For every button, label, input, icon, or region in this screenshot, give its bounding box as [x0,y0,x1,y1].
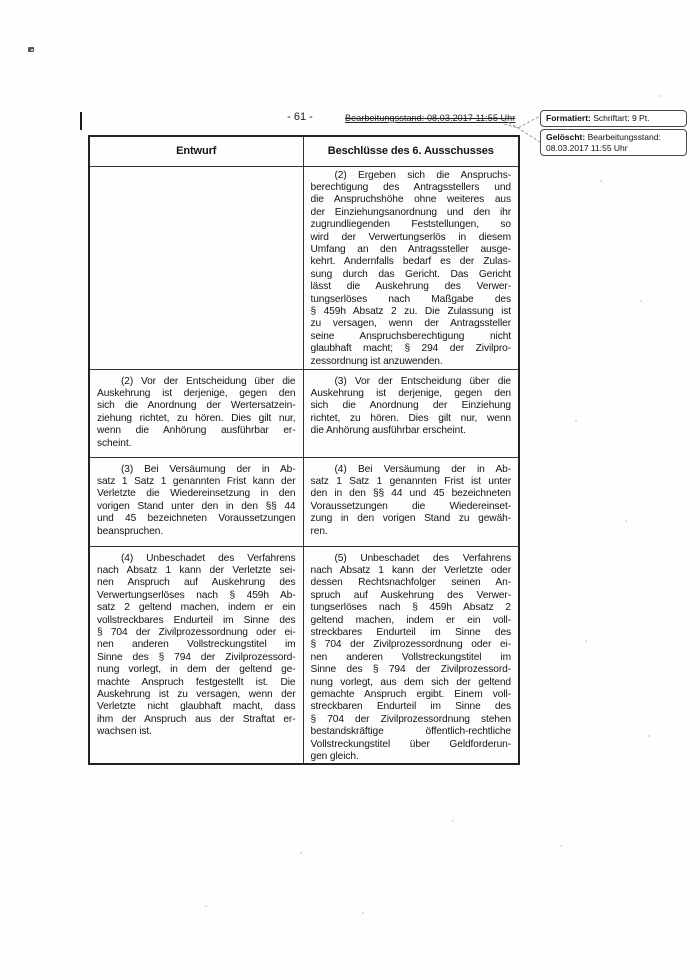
balloon-label: Formatiert: [546,113,591,123]
deleted-header-text: Bearbeitungsstand: 08.03.2017 11:55 Uhr [345,113,516,123]
comparison-table [88,135,520,765]
table-row [89,457,519,546]
cell-beschluss-row4: (5) Unbeschadet des Verfahrens nach Absatz 1 kann der Verletzte oder dessen Rechtsnachfolger seinen An- spruch auf Auskehrung des Verwer- tungserlöses nach § 459h Absatz 2 geltend machen, indem er ein voll- streckbares Endurteil im Sinne des § 704 der Zivilprozessordnung oder ei- nen anderen Vollstreckungstitel im Sinne des § 794 der Zivilprozessord- nung vorlegt, aus dem sich der geltend gemachte Anspruch ergibt. Einem voll- streckbaren Endurteil im Sinne des § 704 der Zivilprozessordnung stehen bestandskräftige öffentlich-rechtliche Vollstreckungstitel über Geldforderun- gen gleich. [303,546,519,764]
table-row [89,369,519,457]
cell-entwurf-row4: (4) Unbeschadet des Verfahrens nach Absatz 1 kann der Verletzte sei- nen Anspruch auf Auskehrung des Verwertungserlöses nach § 459h Ab- satz 2 geltend machen, indem er ein vollstreckbares Endurteil im Sinne des § 704 der Zivilprozessordnung oder ei- nen anderen Vollstreckungstitel im Sinne des § 794 der Zivilprozessord- nung vorlegt, in dem der geltend ge- machte Anspruch festgestellt ist. Die Auskehrung ist zu versagen, wenn der Verletzte nicht glaubhaft macht, dass ihm der Anspruch aus der Straftat er- wachsen ist. [89,546,303,764]
column-header-beschluesse: Beschlüsse des 6. Ausschusses [303,136,519,166]
page-number: - 61 - [287,111,313,123]
scan-noise [0,0,2,2]
table-row [89,166,519,369]
cell-entwurf-row3: (3) Bei Versäumung der in Ab- satz 1 Satz 1 genannten Frist kann der Verletzte die Wiedereinsetzung in den vorigen Stand unter den in den §§ 44 und 45 bezeichneten Voraussetzungen beanspruchen. [89,457,303,546]
review-balloon-geloescht [540,129,687,156]
cell-entwurf-row2: (2) Vor der Entscheidung über die Auskehrung ist derjenige, gegen den sich die Anordnung der Wertersatzein- ziehung richtet, zu hören. Dies gilt nur, wenn die Anhörung ausführbar er- scheint. [89,369,303,457]
balloon-label: Gelöscht: [546,132,586,142]
cell-beschluss-row2: (3) Vor der Entscheidung über die Auskehrung ist derjenige, gegen den sich die Anordnung der Einziehung richtet, zu hören. Dies gilt nur, wenn die Anhörung ausführbar erscheint. [303,369,519,457]
review-balloon-formatiert [540,110,687,127]
table-header-row [89,136,519,166]
cell-entwurf-row1 [89,166,303,369]
balloon-text: Bearbeitungsstand: 08.03.2017 11:55 Uhr [546,132,661,153]
scan-artifact [28,47,34,52]
table-row [89,546,519,764]
balloon-text: Schriftart: 9 Pt. [590,113,650,123]
cell-beschluss-row3: (4) Bei Versäumung der in Ab- satz 1 Satz 1 genannten Frist ist unter den in den §§ 44 und 45 bezeichneten Voraussetzungen die Wiedereinset- zung in den vorigen Stand zu gewäh- ren. [303,457,519,546]
tracked-change-bar [80,112,82,130]
column-header-entwurf: Entwurf [89,136,303,166]
cell-beschluss-row1: (2) Ergeben sich die Anspruchs- berechtigung des Antragsstellers und die Anspruchshöhe ohne weiteres aus der Einziehungsanordnung und den ihr zugrundliegenden Feststellungen, so wird der Verwertungserlös in diesem Umfang an den Antragssteller ausge- kehrt. Andernfalls bedarf es der Zulas- sung durch das Gericht. Das Gericht lässt die Auskehrung des Verwer- tungserlöses nach Maßgabe des § 459h Absatz 2 zu. Die Zulassung ist zu versagen, wenn der Antragssteller seine Anspruchsberechtigung nicht glaubhaft macht; § 294 der Zivilpro- zessordnung ist anzuwenden. [303,166,519,369]
